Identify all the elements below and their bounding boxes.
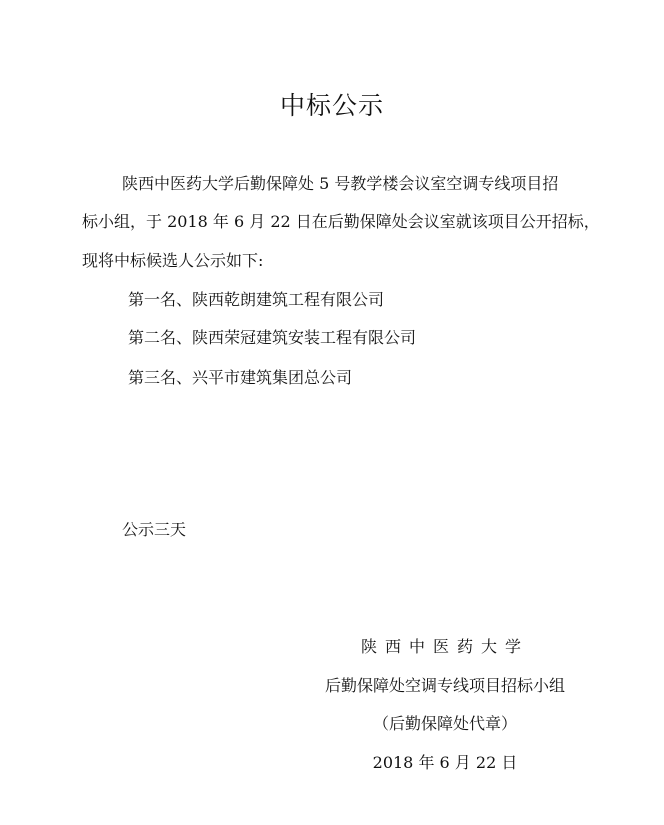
signature-date: 2018 年 6 月 22 日 [372,753,518,772]
intro-line-1: 陕西中医药大学后勤保障处 5 号教学楼会议室空调专线项目招 [122,174,559,193]
candidate-second: 第二名、陕西荣冠建筑安装工程有限公司 [128,328,417,347]
intro-line-3: 现将中标候选人公示如下: [82,251,264,270]
signature-seal-note: （后勤保障处代章） [372,714,517,733]
candidate-first: 第一名、陕西乾朗建筑工程有限公司 [128,290,385,309]
signature-university: 陕西中医药大学 [360,637,529,656]
page-title: 中标公示 [279,91,384,120]
intro-line-2: 标小组，于 2018 年 6 月 22 日在后勤保障处会议室就该项目公开招标， [82,212,600,231]
signature-group: 后勤保障处空调专线项目招标小组 [324,676,565,695]
candidate-third: 第三名、兴平市建筑集团总公司 [128,368,353,387]
notice-period: 公示三天 [122,520,187,539]
